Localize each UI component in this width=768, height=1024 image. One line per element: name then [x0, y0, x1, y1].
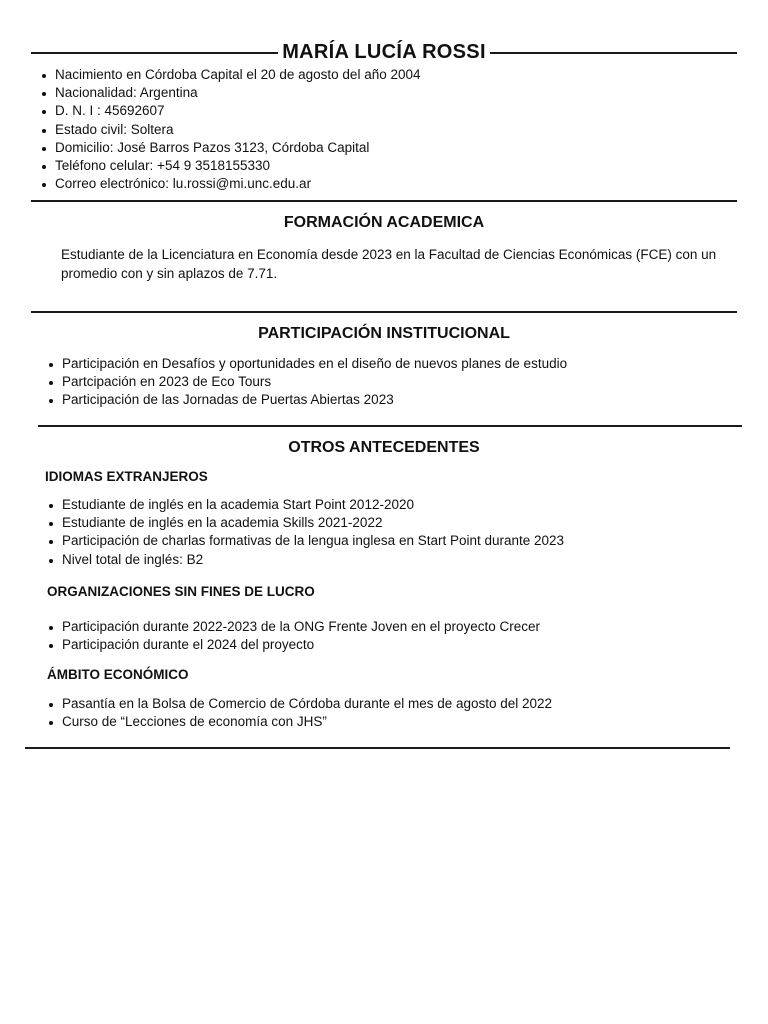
idiomas-list [45, 496, 564, 569]
economico-list [45, 695, 552, 731]
participacion-title: PARTICIPACIÓN INSTITUCIONAL [258, 325, 510, 342]
list-item: Partcipación en 2023 de Eco Tours [45, 373, 567, 391]
list-item: Estudiante de inglés en la academia Skills 2021-2022 [45, 514, 564, 532]
list-item: Participación durante 2022-2023 de la ONG Frente Joven en el proyecto Crecer [45, 618, 540, 636]
idiomas-title: IDIOMAS EXTRANJEROS [45, 469, 208, 484]
list-item: Pasantía en la Bolsa de Comercio de Córdoba durante el mes de agosto del 2022 [45, 695, 552, 713]
list-item: Estudiante de inglés en la academia Start Point 2012-2020 [45, 496, 564, 514]
list-item: Participación durante el 2024 del proyecto [45, 636, 540, 654]
list-item: Participación en Desafíos y oportunidades en el diseño de nuevos planes de estudio [45, 355, 567, 373]
list-item: Teléfono celular: +54 9 3518155330 [38, 157, 421, 175]
otros-title: OTROS ANTECEDENTES [288, 439, 480, 456]
list-item: Participación de charlas formativas de la lengua inglesa en Start Point durante 2023 [45, 532, 564, 550]
list-item: Correo electrónico: lu.rossi@mi.unc.edu.ar [38, 175, 421, 193]
section-divider [31, 200, 737, 202]
list-item: D. N. I : 45692607 [38, 102, 421, 120]
section-divider [31, 311, 737, 313]
footer-rule [25, 747, 730, 749]
name-text: MARÍA LUCÍA ROSSI [278, 41, 490, 63]
participacion-list [45, 355, 567, 410]
formacion-text: Estudiante de la Licenciatura en Economía desde 2023 en la Facultad de Ciencias Económicas (FCE) con un promedio con y sin aplazos de 7.71. [61, 247, 717, 281]
organizaciones-list [45, 618, 540, 654]
list-item: Nivel total de inglés: B2 [45, 551, 564, 569]
section-divider [38, 425, 742, 427]
personal-info-list [38, 66, 421, 193]
list-item: Estado civil: Soltera [38, 121, 421, 139]
list-item: Nacionalidad: Argentina [38, 84, 421, 102]
formacion-title: FORMACIÓN ACADEMICA [283, 214, 485, 231]
page-title [0, 40, 768, 64]
list-item: Participación de las Jornadas de Puertas Abiertas 2023 [45, 391, 567, 409]
economico-title: ÁMBITO ECONÓMICO [47, 667, 189, 682]
list-item: Curso de “Lecciones de economía con JHS” [45, 713, 552, 731]
organizaciones-title: ORGANIZACIONES SIN FINES DE LUCRO [47, 584, 315, 599]
list-item: Domicilio: José Barros Pazos 3123, Córdoba Capital [38, 139, 421, 157]
list-item: Nacimiento en Córdoba Capital el 20 de agosto del año 2004 [38, 66, 421, 84]
